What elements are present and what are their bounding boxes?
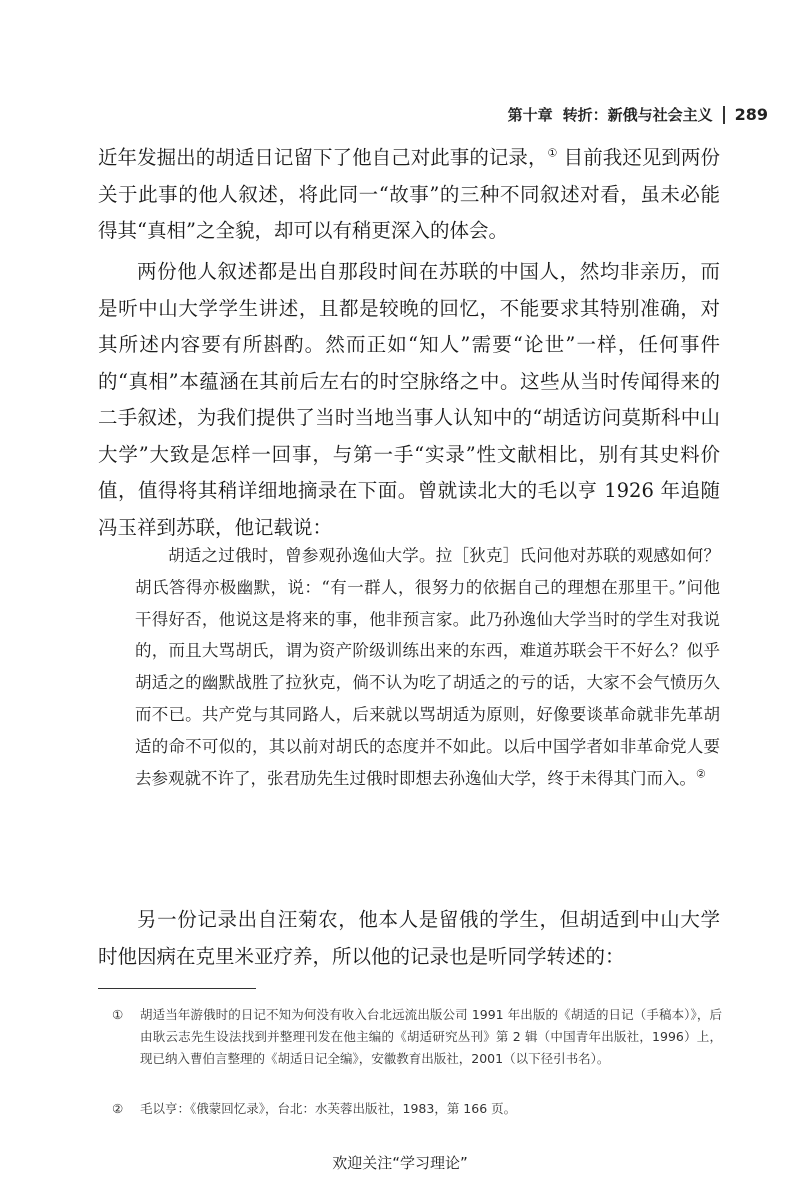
paragraph-1-text-cont: 目前我还见到两份关于此事的他人叙述，将此同一“故事”的三种不同叙述对看，虽未必能得其“真相”之全貌，却可以有稍更深入的体会。	[98, 146, 720, 242]
paragraph-2: 两份他人叙述都是出自那段时间在苏联的中国人，然均非亲历，而是听中山大学学生讲述，且都是较晚的回忆，不能要求其特别准确，对其所述内容要有所斟酌。然而正如“知人”需要“论世”一样，任何事件的“真相”本蕴涵在其前后左右的时空脉络之中。这些从当时传闻得来的二手叙述，为我们提供了当时当地当事人认知中的“胡适访问莫斯科中山大学”大致是怎样一回事，与第一手“实录”性文献相比，别有其史料价值，值得将其稍详细地摘录在下面。曾就读北大的毛以亨 1926 年追随冯玉祥到苏联，他记载说：	[98, 260, 720, 539]
paragraph-1-text: 近年发掘出的胡适日记留下了他自己对此事的记录，	[98, 146, 548, 169]
running-header	[508, 104, 768, 125]
paragraph-3: 另一份记录出自汪菊农，他本人是留俄的学生，但胡适到中山大学时他因病在克里米亚疗养，所以他的记录也是听同学转述的：	[98, 908, 720, 968]
paragraph-1	[98, 140, 720, 250]
footnote-divider	[98, 988, 256, 989]
header-divider	[723, 106, 725, 124]
footnote-ref-2[interactable]: ②	[696, 767, 706, 781]
chapter-title: 转折：新俄与社会主义	[562, 106, 713, 124]
footnote-1-text: 胡适当年游俄时的日记不知为何没有收入台北远流出版公司 1991 年出版的《胡适的日记（手稿本）》，后由耿云志先生设法找到并整理刊发在他主编的《胡适研究丛刊》第 2 辑（中国青年出版社，1996）上，现已纳入曹伯言整理的《胡适日记全编》，安徽教育出版社，2001（以下径引书名）。	[140, 1007, 722, 1066]
footnote-2-text: 毛以亨：《俄蒙回忆录》，台北：水芙蓉出版社，1983，第 166 页。	[140, 1101, 517, 1116]
footnote-1	[112, 1004, 722, 1070]
page-footer: 欢迎关注“学习理论”	[332, 1154, 468, 1172]
page-number: 289	[734, 105, 768, 124]
footnote-2	[112, 1098, 722, 1120]
block-quote-text: 胡适之过俄时，曾参观孙逸仙大学。拉［狄克］氏问他对苏联的观感如何？胡氏答得亦极幽默，说：“有一群人，很努力的依据自己的理想在那里干。”问他干得好否，他说这是将来的事，他非预言家。此乃孙逸仙大学当时的学生对我说的，而且大骂胡氏，谓为资产阶级训练出来的东西，难道苏联会干不好么？似乎胡适之的幽默战胜了拉狄克，倘不认为吃了胡适之的亏的话，大家不会气愤历久而不已。共产党与其同路人，后来就以骂胡适为原则，好像要谈革命就非先革胡适的命不可似的，其以前对胡氏的态度并不如此。以后中国学者如非革命党人要去参观就不许了，张君劢先生过俄时即想去孙逸仙大学，终于未得其门而入。	[135, 546, 720, 788]
footnote-ref-1[interactable]: ①	[547, 146, 558, 160]
chapter-label: 第十章	[507, 106, 553, 124]
footnote-2-mark: ②	[112, 1101, 124, 1116]
block-quote	[135, 540, 720, 794]
footnote-1-mark: ①	[112, 1007, 124, 1022]
